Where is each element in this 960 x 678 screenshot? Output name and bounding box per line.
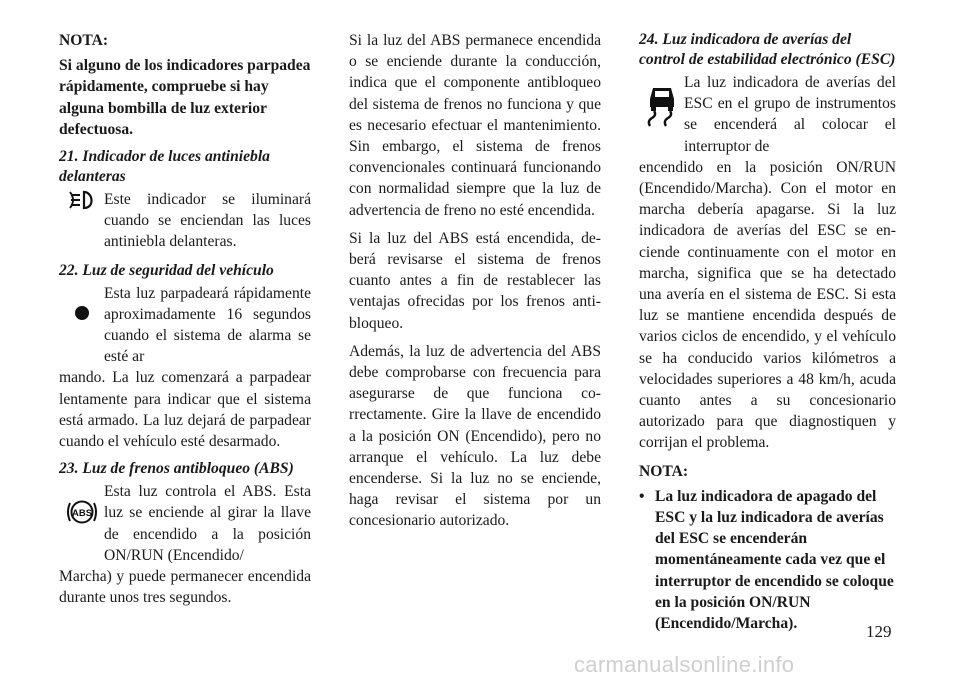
section-21-text: Este indicador se iluminará cuando se enciendan las luces antiniebla delanteras. <box>104 191 311 251</box>
nota-label: NOTA: <box>59 32 109 49</box>
column-right <box>639 30 896 634</box>
abs-paragraph-1: Si la luz del ABS permanece encendida o se enciende durante la conducción, indica que el componente antibloqueo del sistema de frenos no funciona y que es necesario efectuar el mantenimiento. Sin embargo, el sistema de frenos convencionales continuará funcionando con normalidad siempre que la luz de advertencia de freno no esté encendida. <box>349 32 601 219</box>
section-24-heading: 24. Luz indicadora de averías del control de estabilidad electrónico (ESC) <box>639 31 896 68</box>
nota-bullet-text: La luz indicadora de apagado del ESC y la luz indicadora de averías del ESC se encenderán momentáneamente cada vez que el interruptor de encendido se coloque en la posición ON/RUN (Encendido/Marcha). <box>655 487 894 633</box>
abs-icon-label: ABS <box>71 508 92 520</box>
section-21-heading: 21. Indicador de luces antiniebla delanteras <box>59 148 270 186</box>
section-22-text: Esta luz parpadeará rápidamente aproximadamente 16 segundos cuando el sistema de alarma se esté ar <box>104 284 311 366</box>
nota-bullet <box>639 486 896 634</box>
esc-skidding-car-icon <box>639 72 684 130</box>
abs-paragraph-2: Si la luz del ABS está encendida, deberá revisarse el sistema de frenos cuanto antes a fin de restablecer las ventajas ofrecidas por los frenos antibloqueo. <box>349 229 601 332</box>
page-number: 129 <box>866 622 892 641</box>
bullet-dot: • <box>639 487 645 505</box>
section-24-text: La luz indicadora de averías del ESC en el grupo de instrumentos se encenderá al colocar el interruptor de <box>684 74 896 155</box>
nota-label-2: NOTA: <box>639 462 689 480</box>
section-23-heading: 23. Luz de frenos antibloqueo (ABS) <box>59 460 294 478</box>
abs-icon <box>59 481 104 527</box>
section-22-heading: 22. Luz de seguridad del vehículo <box>59 261 274 279</box>
nota-text: Si alguno de los indicadores parpadea rápidamente, compruebe si hay alguna bombilla de luz exterior defectuosa. <box>59 57 311 138</box>
abs-paragraph-3: Además, la luz de advertencia del ABS debe comprobarse con frecuencia para asegurarse de que funciona correctamente. Gire la llave de encendido a la posición ON (Encendido), pero no arranque el vehículo. La luz debe encenderse. Si la luz no se enciende, haga revisar el sistema por un concesionario autorizado. <box>349 342 601 530</box>
section-23-body <box>59 481 311 566</box>
security-light-dot-icon <box>59 283 104 321</box>
column-middle <box>349 30 601 539</box>
section-23-text: Esta luz controla el ABS. Esta luz se enciende al girar la llave de encendido a la posición ON/RUN (Encendido/ <box>104 483 311 564</box>
front-fog-light-icon <box>59 189 104 211</box>
column-left <box>59 30 311 615</box>
section-24-body <box>639 72 896 157</box>
watermark: carmanualsonline.info <box>574 652 795 677</box>
section-21-body <box>59 189 311 253</box>
section-23-text-continued: Marcha) y puede permanecer encendida durante unos tres segundos. <box>59 568 311 607</box>
section-22-text-continued: mando. La luz comenzará a parpadear lentamente para indicar que el sistema está armado. La luz dejará de parpadear cuando el vehículo esté desarmado. <box>59 369 311 451</box>
section-22-body <box>59 283 311 368</box>
section-24-text-continued: encendido en la posición ON/RUN (Encendido/Marcha). Con el motor en marcha debería apagarse. Si la luz indicadora de averías del ESC se enciende continuamente con el motor en marcha, significa que se ha detectado una avería en el sistema de ESC. Si esta luz se mantiene encendida después de varios ciclos de encendido, y el vehículo se ha conducido varios kilómetros a velocidades superiores a 48 km/h, acuda cuanto antes a su concesionario autorizado para que diagnostiquen y corrijan el problema. <box>639 158 896 452</box>
